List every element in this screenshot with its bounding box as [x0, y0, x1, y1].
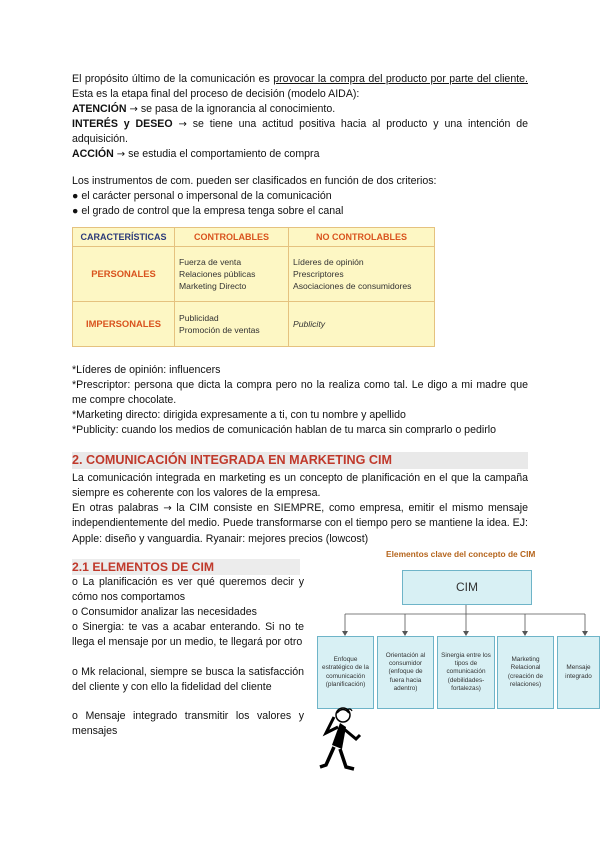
- cell-item: Publicity: [293, 319, 325, 329]
- note: *Prescriptor: persona que dicta la compra pero no la realiza como tal. Le digo a mi madre que me compre chocolate.: [72, 379, 528, 407]
- criteria-intro: Los instrumentos de com. pueden ser clasificados en función de dos criterios:: [72, 175, 437, 187]
- row-label-personales: PERSONALES: [73, 247, 175, 302]
- diagram-box: Orientación al consumidor (enfoque de fuera hacia adentro): [377, 636, 434, 709]
- cell-item: Relaciones públicas: [179, 269, 256, 279]
- cell-no-controlables: [289, 302, 435, 347]
- interes-label: INTERÉS y DESEO: [72, 118, 173, 130]
- aida-atencion: [72, 102, 528, 117]
- aida-interes: [72, 117, 528, 148]
- intro-text: El propósito último de la comunicación es: [72, 73, 274, 85]
- note: *Marketing directo: dirigida expresamente a ti, con tu nombre y apellido: [72, 409, 406, 421]
- section-2-paragraph-2: [72, 501, 528, 547]
- cim-element-item: o La planificación es ver qué queremos decir y cómo nos comportamos: [72, 576, 304, 604]
- arrow-icon: →: [129, 104, 138, 115]
- atencion-text: se pasa de la ignorancia al conocimiento.: [137, 103, 336, 115]
- accion-label: ACCIÓN: [72, 148, 114, 160]
- table-row: [73, 247, 435, 302]
- note: *Líderes de opinión: influencers: [72, 364, 221, 376]
- cell-controlables: [175, 302, 289, 347]
- atencion-label: ATENCIÓN: [72, 103, 127, 115]
- arrow-icon: →: [163, 503, 172, 514]
- accion-text: se estudia el comportamiento de compra: [125, 148, 320, 160]
- header-controlables: CONTROLABLES: [175, 228, 289, 247]
- diagram-box: Sinergia entre los tipos de comunicación (debilidades-fortalezas): [437, 636, 495, 709]
- cell-controlables: [175, 247, 289, 302]
- cim-element-item: o Sinergia: te vas a acabar enterando. Si no te llega el mensaje por un medio, te llegará por otro: [72, 621, 304, 649]
- cell-item: Asociaciones de consumidores: [293, 281, 412, 291]
- cell-item: Prescriptores: [293, 269, 344, 279]
- diagram-box: Mensaje integrado: [557, 636, 600, 709]
- criteria-item: ● el grado de control que la empresa tenga sobre el canal: [72, 205, 344, 217]
- criteria-item: ● el carácter personal o impersonal de la comunicación: [72, 190, 332, 202]
- diagram-box: Enfoque estratégico de la comunicación (planificación): [317, 636, 374, 709]
- section-2-paragraph: La comunicación integrada en marketing es un concepto de planificación en el que la campaña siempre es coherente con los valores de la empresa.: [72, 472, 528, 500]
- cim-element-item: o Consumidor analizar las necesidades: [72, 606, 257, 618]
- arrow-icon: →: [178, 119, 187, 130]
- header-no-controlables: NO CONTROLABLES: [289, 228, 435, 247]
- row-label-impersonales: IMPERSONALES: [73, 302, 175, 347]
- cim-element-item: o Mk relacional, siempre se busca la satisfacción del cliente y con ello la fidelidad del cliente: [72, 666, 304, 694]
- note: *Publicity: cuando los medios de comunicación hablan de tu marca sin comprarlo o pedirlo: [72, 424, 496, 436]
- section-2-title: 2. COMUNICACIÓN INTEGRADA EN MARKETING CIM: [72, 452, 528, 469]
- cell-item: Fuerza de venta: [179, 257, 242, 267]
- intro-underlined-text: provocar la compra del producto por parte del cliente.: [273, 73, 528, 85]
- cell-no-controlables: [289, 247, 435, 302]
- header-caracteristicas: CARACTERÍSTICAS: [73, 228, 175, 247]
- cell-item: Marketing Directo: [179, 281, 247, 291]
- intro-text-end: Esta es la etapa final del proceso de decisión (modelo AIDA):: [72, 88, 360, 101]
- cell-item: Publicidad: [179, 313, 219, 323]
- instruments-table: [72, 227, 435, 347]
- thinking-person-icon: [316, 705, 364, 775]
- table-row: [73, 302, 435, 347]
- arrow-icon: →: [116, 149, 126, 160]
- cim-element-item: o Mensaje integrado transmitir los valores y mensajes: [72, 710, 304, 738]
- interes-text: se tiene una actitud positiva hacia al producto y una intención de adquisición.: [72, 118, 529, 146]
- intro-paragraph: [72, 72, 528, 103]
- section-2-1-title: 2.1 ELEMENTOS DE CIM: [72, 559, 300, 575]
- p2-text-end: la CIM consiste en SIEMPRE, como empresa, emitir el mismo mensaje independientemente del medio. Puede transformarse con el tiempo pero se mantiene la idea. EJ: Apple: diseño y vanguardia. Ryanair: mejores precios (lowcost): [72, 502, 528, 545]
- cell-item: Líderes de opinión: [293, 257, 364, 267]
- diagram-title: Elementos clave del concepto de CIM: [386, 549, 536, 559]
- cell-item: Promoción de ventas: [179, 325, 260, 335]
- diagram-box: Marketing Relacional (creación de relaciones): [497, 636, 554, 709]
- aida-accion: [72, 147, 528, 162]
- p2-text: En otras palabras: [72, 502, 164, 514]
- cim-root-box: CIM: [402, 570, 532, 605]
- table-header-row: [73, 228, 435, 247]
